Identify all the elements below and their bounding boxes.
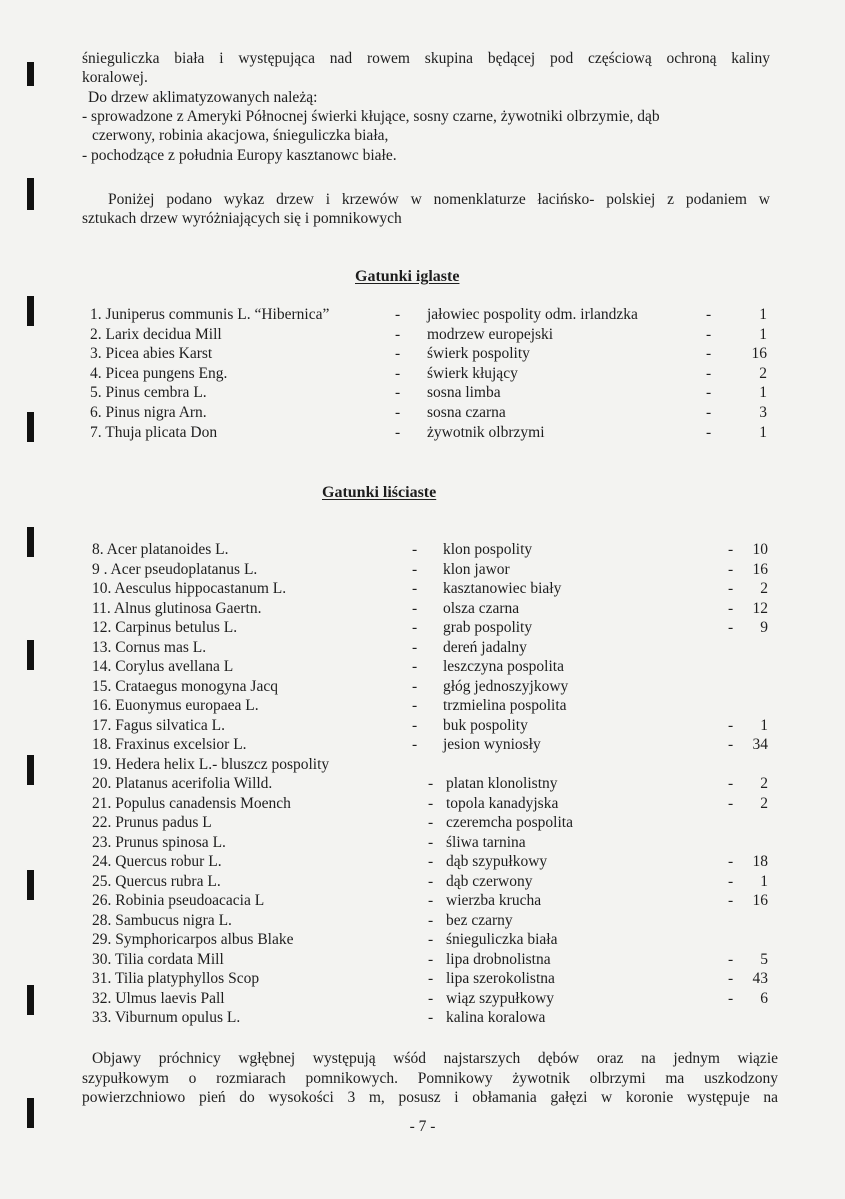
separator-dash: - — [428, 794, 434, 812]
polish-name: czeremcha pospolita — [446, 814, 573, 831]
separator-dash: - — [428, 872, 434, 890]
separator-dash: - — [706, 384, 712, 402]
table-row — [0, 989, 845, 1009]
separator-dash: - — [728, 716, 734, 734]
polish-name: bez czarny — [446, 911, 513, 929]
tree-count: 16 — [751, 345, 767, 363]
binder-mark — [27, 62, 34, 86]
table-row — [0, 716, 845, 736]
intro-line: czerwony, robinia akacjowa, śnieguliczka biała, — [92, 127, 389, 144]
tree-count: 43 — [752, 970, 768, 987]
tree-count: 1 — [759, 423, 767, 441]
polish-name: jesion wyniosły — [443, 736, 541, 753]
polish-name: sosna czarna — [427, 404, 506, 421]
separator-dash: - — [728, 599, 734, 617]
separator-dash: - — [412, 560, 418, 578]
polish-name: dąb czerwony — [446, 872, 533, 890]
page-number: - 7 - — [409, 1118, 436, 1135]
tree-count: 18 — [752, 853, 768, 870]
latin-name: 32. Ulmus laevis Pall — [92, 989, 225, 1007]
deciduous-heading: Gatunki liściaste — [322, 484, 437, 501]
tree-count: 2 — [760, 794, 768, 812]
separator-dash: - — [728, 580, 734, 597]
table-row — [0, 325, 845, 345]
closing-line: Objawy próchnicy wgłębnej występują wśód najstarszych dębów oraz na jednym wiązie — [92, 1050, 778, 1067]
polish-name: kasztanowiec biały — [443, 580, 562, 597]
separator-dash: - — [706, 306, 712, 323]
polish-name: lipa drobnolistna — [446, 950, 551, 968]
latin-name: 16. Euonymus europaea L. — [92, 697, 259, 714]
latin-name: 7. Thuja plicata Don — [90, 423, 218, 441]
polish-name: lipa szerokolistna — [446, 970, 555, 987]
latin-name: 29. Symphoricarpos albus Blake — [92, 931, 294, 948]
polish-name: wierzba krucha — [446, 892, 542, 909]
separator-dash: - — [395, 404, 401, 421]
separator-dash: - — [728, 794, 734, 812]
separator-dash: - — [412, 599, 418, 617]
table-row — [0, 344, 845, 364]
separator-dash: - — [728, 853, 734, 870]
latin-name: 23. Prunus spinosa L. — [92, 833, 226, 851]
table-row — [0, 794, 845, 814]
polish-name: sosna limba — [427, 384, 501, 402]
polish-name: głóg jednoszyjkowy — [443, 677, 569, 695]
latin-name: 22. Prunus padus L — [92, 814, 212, 831]
latin-name: 1. Juniperus communis L. “Hibernica” — [90, 306, 330, 323]
table-row — [0, 735, 845, 755]
latin-name: 14. Corylus avellana L — [92, 658, 234, 675]
polish-name: kalina koralowa — [446, 1009, 546, 1026]
separator-dash: - — [728, 619, 734, 636]
separator-dash: - — [728, 950, 734, 968]
separator-dash: - — [728, 736, 734, 753]
table-row — [0, 364, 845, 384]
intro-line: koralowej. — [82, 69, 148, 86]
tree-count: 6 — [760, 989, 768, 1007]
table-row — [0, 950, 845, 970]
latin-name: 33. Viburnum opulus L. — [92, 1009, 241, 1026]
table-row — [0, 774, 845, 794]
latin-name: 21. Populus canadensis Moench — [92, 794, 291, 812]
polish-name: wiąz szypułkowy — [446, 989, 555, 1007]
latin-name: 13. Cornus mas L. — [92, 638, 207, 656]
latin-name: 8. Acer platanoides L. — [92, 541, 229, 558]
table-row — [0, 638, 845, 658]
table-row — [0, 383, 845, 403]
table-row — [0, 969, 845, 989]
latin-name: 3. Picea abies Karst — [90, 345, 213, 363]
separator-dash: - — [395, 384, 401, 402]
separator-dash: - — [706, 325, 712, 343]
polish-name: modrzew europejski — [427, 325, 554, 343]
table-row — [0, 696, 845, 716]
latin-name: 26. Robinia pseudoacacia L — [92, 892, 265, 909]
tree-count: 2 — [760, 775, 768, 792]
table-row — [0, 599, 845, 619]
table-row — [0, 305, 845, 325]
table-row — [0, 423, 845, 443]
table-row — [0, 891, 845, 911]
conifers-heading: Gatunki iglaste — [355, 268, 460, 285]
latin-name: 30. Tilia cordata Mill — [92, 950, 224, 968]
binder-mark — [27, 178, 34, 210]
latin-name: 18. Fraxinus excelsior L. — [92, 736, 247, 753]
separator-dash: - — [428, 989, 434, 1007]
separator-dash: - — [412, 580, 418, 597]
separator-dash: - — [706, 404, 712, 421]
separator-dash: - — [412, 619, 418, 636]
separator-dash: - — [728, 541, 734, 558]
separator-dash: - — [428, 775, 434, 792]
separator-dash: - — [428, 833, 434, 851]
polish-name: grab pospolity — [443, 619, 533, 636]
tree-count: 16 — [752, 560, 768, 578]
table-row — [0, 911, 845, 931]
polish-name: jałowiec pospolity odm. irlandzka — [427, 306, 638, 323]
separator-dash: - — [706, 345, 712, 363]
separator-dash: - — [395, 423, 401, 441]
polish-name: dereń jadalny — [443, 638, 527, 656]
tree-count: 1 — [759, 384, 767, 402]
table-row — [0, 1008, 845, 1028]
latin-name: 15. Crataegus monogyna Jacq — [92, 677, 278, 695]
separator-dash: - — [428, 892, 434, 909]
table-row — [0, 852, 845, 872]
polish-name: dąb szypułkowy — [446, 853, 548, 870]
separator-dash: - — [728, 970, 734, 987]
tree-count: 1 — [759, 306, 767, 323]
table-row — [0, 579, 845, 599]
polish-name: świerk kłujący — [427, 364, 518, 382]
latin-name: 28. Sambucus nigra L. — [92, 911, 232, 929]
latin-name: 31. Tilia platyphyllos Scop — [92, 970, 260, 987]
table-row — [0, 833, 845, 853]
table-row — [0, 872, 845, 892]
table-row — [0, 540, 845, 560]
intro-line: - sprowadzone z Ameryki Północnej świerki kłujące, sosny czarne, żywotniki olbrzymie, dąb — [82, 108, 660, 125]
latin-name: 4. Picea pungens Eng. — [90, 364, 228, 382]
separator-dash: - — [412, 677, 418, 695]
table-row — [0, 560, 845, 580]
table-row — [0, 930, 845, 950]
separator-dash: - — [428, 911, 434, 929]
separator-dash: - — [412, 658, 418, 675]
separator-dash: - — [428, 970, 434, 987]
separator-dash: - — [728, 560, 734, 578]
closing-line: powierzchniowo pień do wysokości 3 m, posusz i obłamania gałęzi w koronie występuje na — [82, 1089, 778, 1106]
tree-count: 1 — [760, 716, 768, 734]
tree-count: 10 — [752, 541, 768, 558]
tree-count: 16 — [752, 892, 768, 909]
latin-name: 12. Carpinus betulus L. — [92, 619, 238, 636]
separator-dash: - — [412, 697, 418, 714]
latin-name: 11. Alnus glutinosa Gaertn. — [92, 599, 262, 617]
tree-count: 1 — [760, 872, 768, 890]
polish-name: buk pospolity — [443, 716, 528, 734]
separator-dash: - — [728, 989, 734, 1007]
separator-dash: - — [395, 306, 401, 323]
latin-name: 9 . Acer pseudoplatanus L. — [92, 560, 258, 578]
table-row — [0, 403, 845, 423]
tree-count: 3 — [759, 404, 767, 421]
separator-dash: - — [428, 950, 434, 968]
closing-line: szypułkowym o rozmiarach pomnikowych. Pomnikowy żywotnik olbrzymi ma uszkodzony — [82, 1070, 778, 1087]
polish-name: śnieguliczka biała — [446, 931, 558, 948]
latin-name: 19. Hedera helix L.- bluszcz pospolity — [92, 755, 330, 773]
tree-count: 12 — [752, 599, 768, 617]
latin-name: 20. Platanus acerifolia Willd. — [92, 775, 273, 792]
separator-dash: - — [395, 345, 401, 363]
tree-count: 5 — [760, 950, 768, 968]
separator-dash: - — [728, 775, 734, 792]
latin-name: 17. Fagus silvatica L. — [92, 716, 226, 734]
separator-dash: - — [428, 814, 434, 831]
separator-dash: - — [395, 364, 401, 382]
separator-dash: - — [728, 872, 734, 890]
table-row — [0, 755, 845, 775]
list-intro-line: sztukach drzew wyróżniających się i pomnikowych — [82, 210, 402, 227]
separator-dash: - — [706, 364, 712, 382]
separator-dash: - — [428, 853, 434, 870]
separator-dash: - — [395, 325, 401, 343]
latin-name: 24. Quercus robur L. — [92, 853, 222, 870]
tree-count: 2 — [760, 580, 768, 597]
tree-count: 9 — [760, 619, 768, 636]
polish-name: topola kanadyjska — [446, 794, 559, 812]
separator-dash: - — [412, 638, 418, 656]
latin-name: 6. Pinus nigra Arn. — [90, 404, 207, 421]
polish-name: klon jawor — [443, 560, 510, 578]
separator-dash: - — [428, 931, 434, 948]
intro-line: Do drzew aklimatyzowanych należą: — [88, 89, 318, 106]
tree-count: 1 — [759, 325, 767, 343]
separator-dash: - — [706, 423, 712, 441]
separator-dash: - — [412, 716, 418, 734]
latin-name: 5. Pinus cembra L. — [90, 384, 207, 402]
tree-count: 2 — [759, 364, 767, 382]
polish-name: klon pospolity — [443, 541, 533, 558]
table-row — [0, 813, 845, 833]
separator-dash: - — [728, 892, 734, 909]
table-row — [0, 618, 845, 638]
polish-name: świerk pospolity — [427, 345, 530, 363]
polish-name: platan klonolistny — [446, 775, 558, 792]
intro-line: śnieguliczka biała i występująca nad rowem skupina będącej pod częściową ochroną kaliny — [82, 50, 770, 67]
polish-name: żywotnik olbrzymi — [427, 423, 545, 441]
separator-dash: - — [412, 541, 418, 558]
polish-name: śliwa tarnina — [446, 833, 526, 851]
separator-dash: - — [412, 736, 418, 753]
latin-name: 2. Larix decidua Mill — [90, 325, 222, 343]
table-row — [0, 677, 845, 697]
polish-name: leszczyna pospolita — [443, 658, 564, 675]
intro-line: - pochodzące z południa Europy kasztanowc białe. — [82, 147, 397, 164]
latin-name: 25. Quercus rubra L. — [92, 872, 221, 890]
table-row — [0, 657, 845, 677]
list-intro-line: Poniżej podano wykaz drzew i krzewów w nomenklaturze łacińsko- polskiej z podaniem w — [108, 191, 770, 208]
polish-name: trzmielina pospolita — [443, 697, 567, 714]
separator-dash: - — [428, 1009, 434, 1026]
polish-name: olsza czarna — [443, 599, 520, 617]
tree-count: 34 — [752, 736, 768, 753]
latin-name: 10. Aesculus hippocastanum L. — [92, 580, 287, 597]
